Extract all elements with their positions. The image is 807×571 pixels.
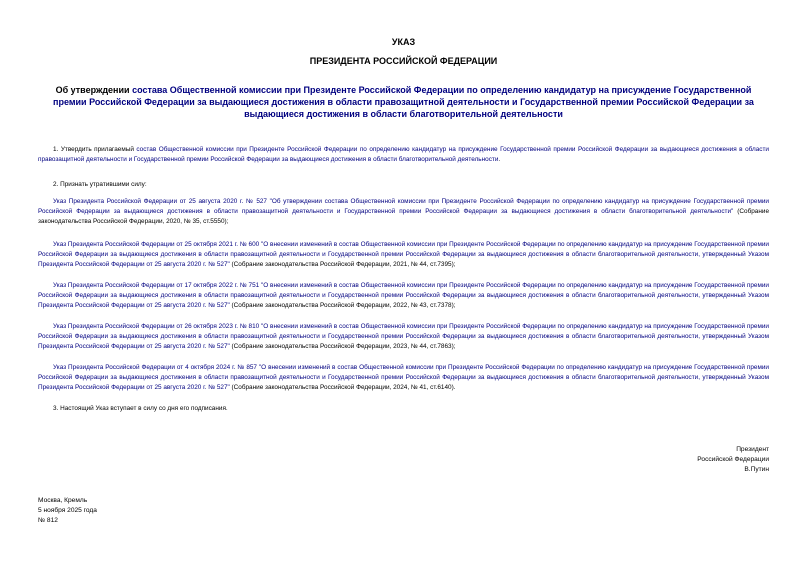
place-date-block bbox=[38, 496, 97, 527]
signature-country: Российской Федерации bbox=[697, 456, 769, 464]
document-number: № 812 bbox=[38, 517, 58, 525]
signature-name: В.Путин bbox=[744, 466, 769, 474]
place-city: Москва, Кремль bbox=[38, 497, 88, 504]
decree-600-source: (Собрание законодательства Российской Федерации, 2021, № 44, ст.7395); bbox=[229, 261, 456, 269]
issuer-title: ПРЕЗИДЕНТА РОССИЙСКОЙ ФЕДЕРАЦИИ bbox=[309, 56, 498, 66]
paragraph-decree-2024 bbox=[38, 363, 769, 394]
decree-527-link[interactable]: Указ Президента Российской Федерации от 25 августа 2020 г. № 527 "Об утверждении состава Общественной комиссии при Президенте Российской Федерации по определению кандидатур на присуждение Государственной премии Российской Федерации за выдающиеся достижения в области правозащитной деятельности и Государственной премии Российской Федерации за выдающиеся достижения в области благотворительной деятельности" bbox=[38, 198, 769, 216]
paragraph-decree-2020 bbox=[38, 197, 769, 228]
paragraph-decree-2023 bbox=[38, 322, 769, 353]
composition-link[interactable]: состав Общественной комиссии при Президенте Российской Федерации по определению кандидатур на присуждение Государственной премии Российской Федерации за выдающиеся достижения в области правозащитной деятельности и Государственной премии Российской Федерации за выдающиеся достижения в области благотворительной деятельности bbox=[38, 146, 769, 164]
paragraph-decree-2022 bbox=[38, 281, 769, 312]
paragraph-approve-after: . bbox=[498, 156, 501, 164]
heading-lead: Об утверждении bbox=[55, 85, 133, 95]
paragraph-approve-before: 1. Утвердить прилагаемый bbox=[53, 146, 137, 153]
paragraph-repeal: 2. Признать утратившими силу: bbox=[53, 181, 147, 188]
document-type-title: УКАЗ bbox=[391, 37, 416, 47]
decree-600-link[interactable]: Указ Президента Российской Федерации от 25 октября 2021 г. № 600 "О внесении изменений в состав Общественной комиссии при Президенте Российской Федерации по определению кандидатур на присуждение Государственной премии Российской Федерации за выдающиеся достижения в области правозащитной деятельности и Государственной премии Российской Федерации за выдающиеся достижения в области благотворительной деятельности, утвержденный Указом Президента Российской Федерации от 25 августа 2020 г. № 527" bbox=[38, 241, 769, 269]
decree-751-source: (Собрание законодательства Российской Федерации, 2022, № 43, ст.7378); bbox=[229, 302, 456, 310]
paragraph-decree-2021 bbox=[38, 240, 769, 271]
decree-810-source: (Собрание законодательства Российской Федерации, 2023, № 44, ст.7863); bbox=[229, 343, 456, 351]
decree-857-link[interactable]: Указ Президента Российской Федерации от 4 октября 2024 г. № 857 "О внесении изменений в состав Общественной комиссии при Президенте Российской Федерации по определению кандидатур на присуждение Государственной премии Российской Федерации за выдающиеся достижения в области правозащитной деятельности и Государственной премии Российской Федерации за выдающиеся достижения в области благотворительной деятельности, утвержденный Указом Президента Российской Федерации от 25 августа 2020 г. № 527" bbox=[38, 364, 769, 392]
decree-751-link[interactable]: Указ Президента Российской Федерации от 17 октября 2022 г. № 751 "О внесении изменений в состав Общественной комиссии при Президенте Российской Федерации по определению кандидатур на присуждение Государственной премии Российской Федерации за выдающиеся достижения в области правозащитной деятельности и Государственной премии Российской Федерации за выдающиеся достижения в области благотворительной деятельности, утвержденный Указом Президента Российской Федерации от 25 августа 2020 г. № 527" bbox=[38, 282, 769, 310]
decree-857-source: (Собрание законодательства Российской Федерации, 2024, № 41, ст.6140). bbox=[229, 384, 456, 392]
decree-527-source: (Собрание законодательства Российской Федерации, 2020, № 35, ст.5550); bbox=[38, 208, 770, 226]
signature-position: Президент bbox=[736, 446, 769, 453]
paragraph-approve bbox=[38, 145, 769, 165]
heading-link[interactable]: состава Общественной комиссии при Президенте Российской Федерации по определению кандидатур на присуждение Государственной премии Российской Федерации за выдающиеся достижения в области правозащитной деятельности и Государственной премии Российской Федерации за выдающиеся достижения в области благотворительной деятельности bbox=[53, 85, 754, 119]
document-page bbox=[38, 0, 769, 571]
document-heading bbox=[38, 84, 769, 120]
paragraph-effective: 3. Настоящий Указ вступает в силу со дня его подписания. bbox=[53, 405, 228, 412]
decree-810-link[interactable]: Указ Президента Российской Федерации от 26 октября 2023 г. № 810 "О внесении изменений в состав Общественной комиссии при Президенте Российской Федерации по определению кандидатур на присуждение Государственной премии Российской Федерации за выдающиеся достижения в области правозащитной деятельности и Государственной премии Российской Федерации за выдающиеся достижения в области благотворительной деятельности, утвержденный Указом Президента Российской Федерации от 25 августа 2020 г. № 527" bbox=[38, 323, 769, 351]
place-date: 5 ноября 2025 года bbox=[38, 507, 97, 515]
signature-block bbox=[697, 445, 769, 476]
